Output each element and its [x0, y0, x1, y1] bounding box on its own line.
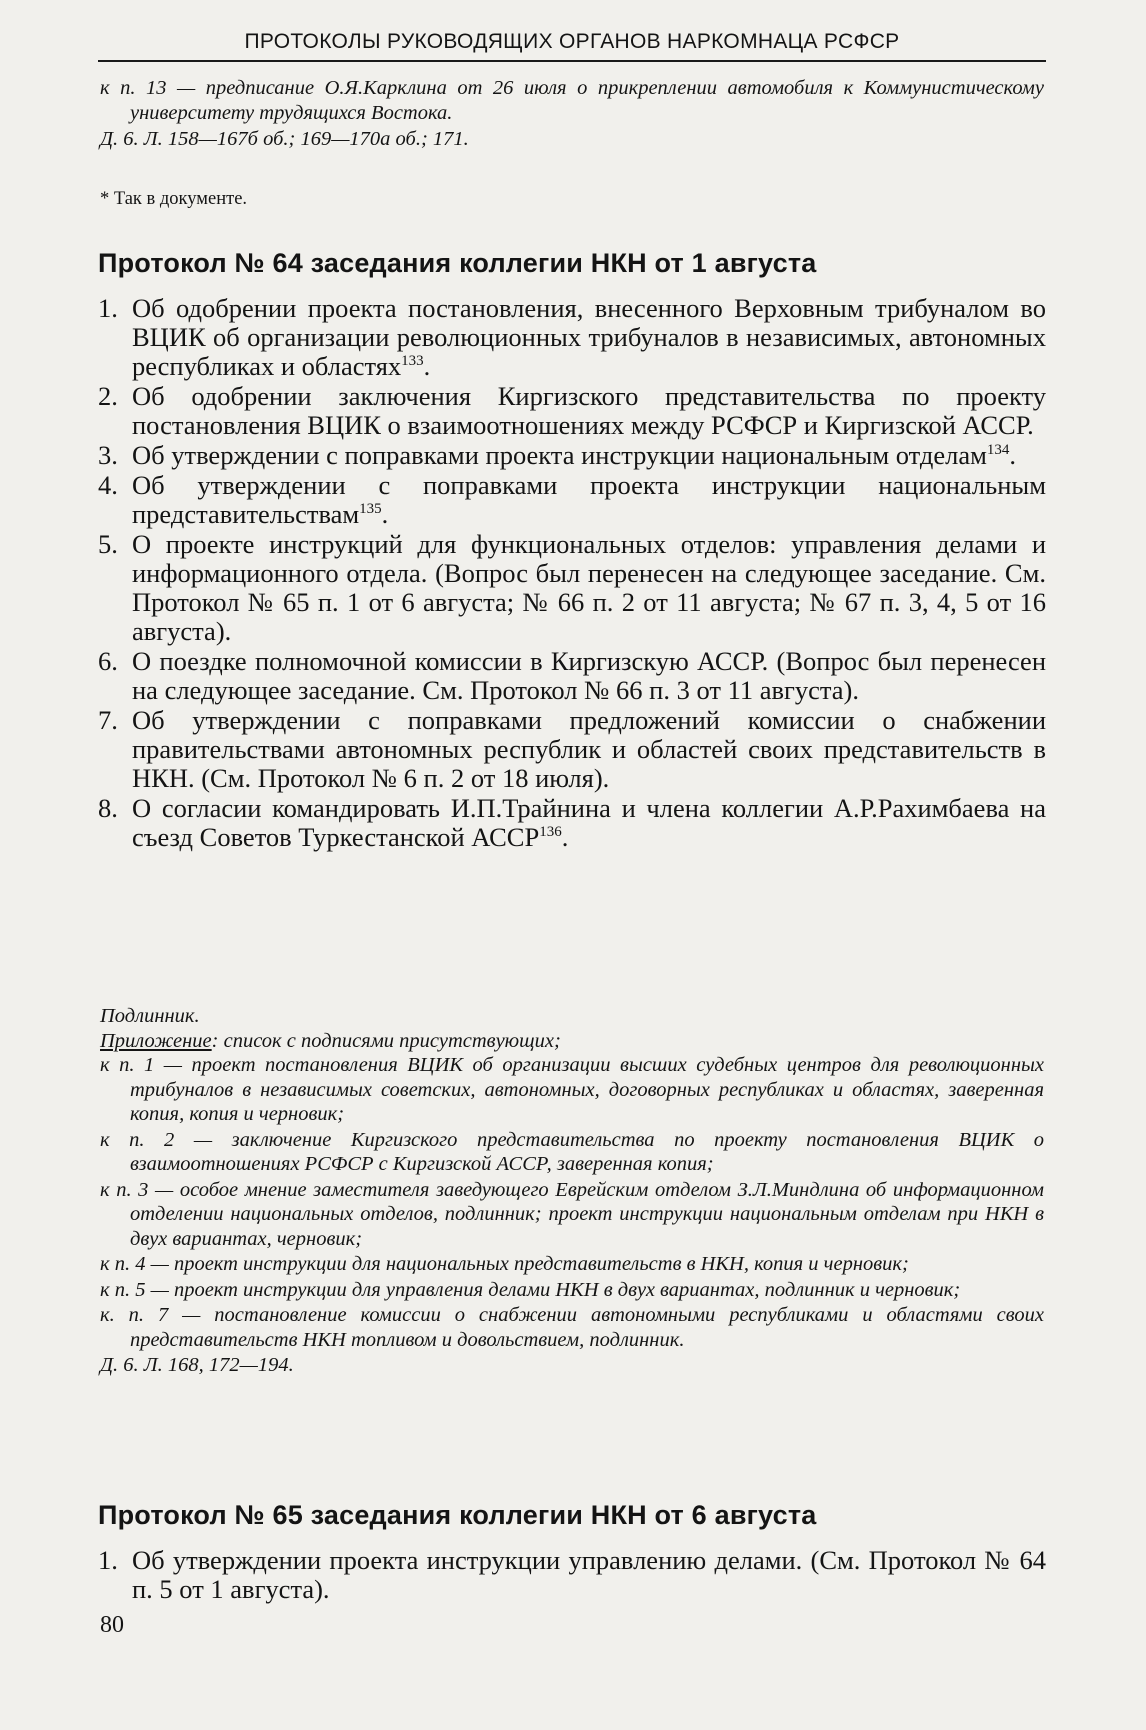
agenda-item: 6. О поездке полномочной комиссии в Киргизскую АССР. (Вопрос был перенесен на следующее заседание. См. Протокол № 66 п. 3 от 11 августа).: [98, 646, 1046, 705]
appendix-item: к п. 3 — особое мнение заместителя заведующего Еврейским отделом З.Л.Миндлина об информационном отделении национальных отделов, подлинник; проект инструкции национальным отделам при НКН в двух вариантах, черновик;: [100, 1178, 1044, 1250]
appendix-item: к п. 1 — проект постановления ВЦИК об организации высших судебных центров для революционных трибуналов в независимых советских, автономных, договорных республиках и областях, заверенная копия, копия и черновик;: [100, 1054, 1044, 1125]
top-notes: [100, 76, 1044, 153]
protocol-64-appendix: [100, 1004, 1044, 1378]
appendix-item: к. п. 7 — постановление комиссии о снабжении автономными республиками и областями своих представительств НКН топливом и довольствием, подлинник.: [100, 1304, 1044, 1351]
protocol-64-agenda: [98, 294, 1046, 853]
footnote-ref: 133: [401, 353, 424, 369]
agenda-item: 1. Об утверждении проекта инструкции управлению делами. (См. Протокол № 64 п. 5 от 1 августа).: [98, 1545, 1046, 1604]
note-item-13: к п. 13 — предписание О.Я.Карклина от 26 июля о прикреплении автомобиля к Коммунистическому университету трудящихся Востока.: [100, 77, 1044, 124]
agenda-item: 4. Об утверждении с поправками проекта инструкции национальным представительствам$^{135}$.: [98, 470, 1046, 529]
protocol-65-title: Протокол № 65 заседания коллегии НКН от 6 августа: [98, 1500, 817, 1530]
page-number: 80: [100, 1612, 124, 1638]
agenda-item: 2. Об одобрении заключения Киргизского представительства по проекту постановления ВЦИК о взаимоотношениях между РСФСР и Киргизской АССР.: [98, 381, 1046, 440]
header-rule: [98, 60, 1046, 62]
appendix-heading: Приложение: список с подписями присутствующих;: [100, 1029, 561, 1052]
protocol-64-title: Протокол № 64 заседания коллегии НКН от 1 августа: [98, 248, 817, 278]
footnote: * Так в документе.: [100, 189, 248, 209]
appendix-item: к п. 5 — проект инструкции для управления делами НКН в двух вариантах, подлинник и черновик;: [100, 1278, 961, 1301]
appendix-item: к п. 4 — проект инструкции для национальных представительств в НКН, копия и черновик;: [100, 1253, 909, 1275]
agenda-item: 5. О проекте инструкций для функциональных отделов: управления делами и информационного отдела. (Вопрос был перенесен на следующее заседание. См. Протокол № 65 п. 1 от 6 августа; № 66 п. 2 от 11 августа; № 67 п. 3, 4, 5 от 16 августа).: [98, 529, 1046, 646]
original-label: Подлинник.: [100, 1005, 200, 1027]
agenda-item: 8. О согласии командировать И.П.Трайнина и члена коллегии А.Р.Рахимбаева на съезд Советов Туркестанской АССР$^{136}$.: [98, 793, 1046, 852]
agenda-item: 3. Об утверждении с поправками проекта инструкции национальным отделам$^{134}$.: [98, 440, 1016, 470]
footnote-ref: 134: [986, 442, 1010, 458]
protocol-65-agenda: [98, 1546, 1046, 1605]
archive-reference: Д. 6. Л. 168, 172—194.: [100, 1354, 294, 1376]
appendix-item: к п. 2 — заключение Киргизского представительства по проекту постановления ВЦИК о взаимоотношениях РСФСР с Киргизской АССР, заверенная копия;: [100, 1128, 1044, 1175]
running-head: ПРОТОКОЛЫ РУКОВОДЯЩИХ ОРГАНОВ НАРКОМНАЦА РСФСР: [244, 30, 900, 53]
footnote-ref: 135: [359, 501, 382, 517]
agenda-item: 7. Об утверждении с поправками предложений комиссии о снабжении правительствами автономных республик и областей своих представительств в НКН. (См. Протокол № 6 п. 2 от 18 июля).: [98, 705, 1046, 793]
footnote-ref: 136: [539, 824, 562, 840]
archive-reference: Д. 6. Л. 158—167б об.; 169—170а об.; 171.: [100, 128, 469, 150]
agenda-item: 1. Об одобрении проекта постановления, внесенного Верховным трибуналом во ВЦИК об организации революционных трибуналов в независимых, автономных республиках и областях$^{133}$.: [98, 293, 1046, 381]
